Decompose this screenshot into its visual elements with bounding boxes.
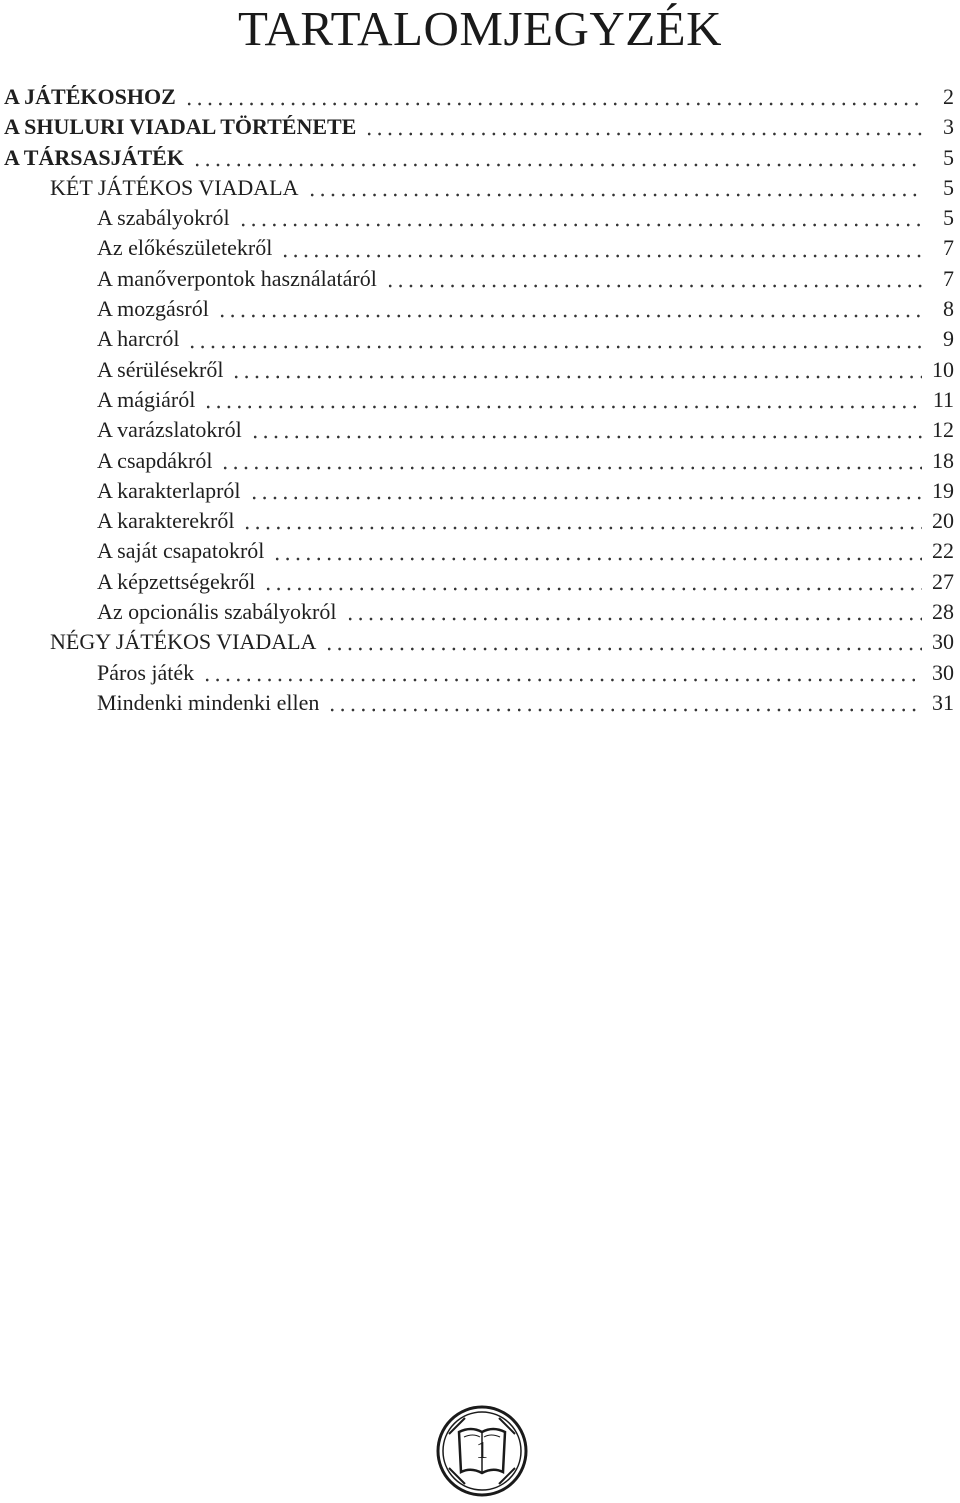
toc-entry-page: 11: [932, 386, 954, 412]
toc-entry-label: KÉT JÁTÉKOS VIADALA: [50, 174, 299, 200]
toc-dot-leader: [184, 102, 922, 106]
toc-entry-label: A saját csapatokról: [97, 538, 265, 564]
toc-entry-label: Páros játék: [97, 659, 195, 685]
toc-entry-label: A varázslatokról: [97, 417, 242, 443]
toc-entry-label: A TÁRSASJÁTÉK: [4, 144, 184, 170]
toc-dot-leader: [238, 223, 922, 227]
toc-dot-leader: [192, 163, 922, 167]
toc-entry[interactable]: [0, 627, 960, 657]
toc-entry-label: Az előkészületekről: [97, 235, 273, 261]
toc-entry-page: 27: [932, 568, 954, 594]
toc-entry[interactable]: [0, 658, 960, 688]
toc-dot-leader: [385, 284, 922, 288]
toc-entry-page: 7: [943, 265, 954, 291]
toc-entry[interactable]: [0, 385, 960, 415]
toc-entry[interactable]: [0, 567, 960, 597]
page-number-badge: [435, 1404, 529, 1498]
toc-entry[interactable]: [0, 355, 960, 385]
toc-entry-page: 19: [932, 477, 954, 503]
toc-dot-leader: [272, 557, 922, 561]
toc-entry[interactable]: [0, 536, 960, 566]
toc-dot-leader: [217, 314, 922, 318]
toc-entry-page: 2: [943, 84, 954, 109]
toc-entry[interactable]: [0, 476, 960, 506]
toc-entry[interactable]: [0, 173, 960, 203]
toc-entry-page: 7: [943, 235, 954, 261]
toc-dot-leader: [220, 466, 922, 470]
toc-entry-label: A manőverpontok használatáról: [97, 265, 377, 291]
toc-dot-leader: [280, 254, 922, 258]
toc-dot-leader: [187, 345, 922, 349]
toc-entry-label: A szabályokról: [97, 205, 230, 231]
toc-entry-page: 10: [932, 356, 954, 382]
toc-entry[interactable]: [0, 82, 960, 112]
toc-entry-page: 20: [932, 508, 954, 534]
toc-entry-page: 18: [932, 447, 954, 473]
toc-entry[interactable]: [0, 415, 960, 445]
toc-entry-page: 30: [932, 659, 954, 685]
toc-entry[interactable]: [0, 597, 960, 627]
toc-dot-leader: [327, 708, 922, 712]
toc-entry-page: 28: [932, 599, 954, 625]
table-of-contents: [0, 82, 960, 718]
toc-dot-leader: [345, 617, 923, 621]
toc-entry-label: A karakterlapról: [97, 477, 241, 503]
toc-entry-label: A SHULURI VIADAL TÖRTÉNETE: [4, 114, 357, 140]
toc-entry-page: 5: [943, 144, 954, 170]
toc-entry-label: A JÁTÉKOSHOZ: [4, 84, 176, 109]
toc-entry-page: 5: [943, 174, 954, 200]
toc-entry-page: 31: [932, 689, 954, 715]
toc-dot-leader: [250, 435, 922, 439]
toc-entry-label: A képzettségekről: [97, 568, 256, 594]
toc-entry[interactable]: [0, 112, 960, 142]
toc-dot-leader: [242, 526, 922, 530]
toc-entry-page: 3: [943, 114, 954, 140]
toc-dot-leader: [307, 193, 922, 197]
toc-dot-leader: [203, 405, 922, 409]
toc-entry[interactable]: [0, 233, 960, 263]
toc-dot-leader: [231, 375, 922, 379]
toc-entry-label: A mágiáról: [97, 386, 196, 412]
toc-dot-leader: [202, 678, 922, 682]
toc-dot-leader: [324, 647, 922, 651]
toc-entry-label: A mozgásról: [97, 296, 209, 322]
toc-entry-page: 12: [932, 417, 954, 443]
toc-entry-page: 30: [932, 629, 954, 655]
page-number: 1: [476, 1438, 488, 1464]
toc-entry-label: A sérülésekről: [97, 356, 224, 382]
toc-entry-page: 22: [932, 538, 954, 564]
toc-entry[interactable]: [0, 203, 960, 233]
toc-dot-leader: [364, 132, 922, 136]
toc-entry-page: 8: [943, 296, 954, 322]
toc-entry-page: 5: [943, 205, 954, 231]
toc-dot-leader: [249, 496, 922, 500]
toc-entry-label: Mindenki mindenki ellen: [97, 689, 320, 715]
toc-entry-label: Az opcionális szabályokról: [97, 599, 337, 625]
toc-entry[interactable]: [0, 688, 960, 718]
toc-entry-label: A csapdákról: [97, 447, 213, 473]
toc-entry[interactable]: [0, 264, 960, 294]
toc-entry-page: 9: [943, 326, 954, 352]
toc-dot-leader: [263, 587, 922, 591]
toc-entry[interactable]: [0, 324, 960, 354]
toc-entry-label: NÉGY JÁTÉKOS VIADALA: [50, 629, 317, 655]
toc-entry[interactable]: [0, 143, 960, 173]
toc-entry[interactable]: [0, 294, 960, 324]
toc-entry-label: A harcról: [97, 326, 180, 352]
page-title: TARTALOMJEGYZÉK: [238, 1, 722, 56]
toc-entry-label: A karakterekről: [97, 508, 235, 534]
toc-entry[interactable]: [0, 506, 960, 536]
toc-entry[interactable]: [0, 446, 960, 476]
